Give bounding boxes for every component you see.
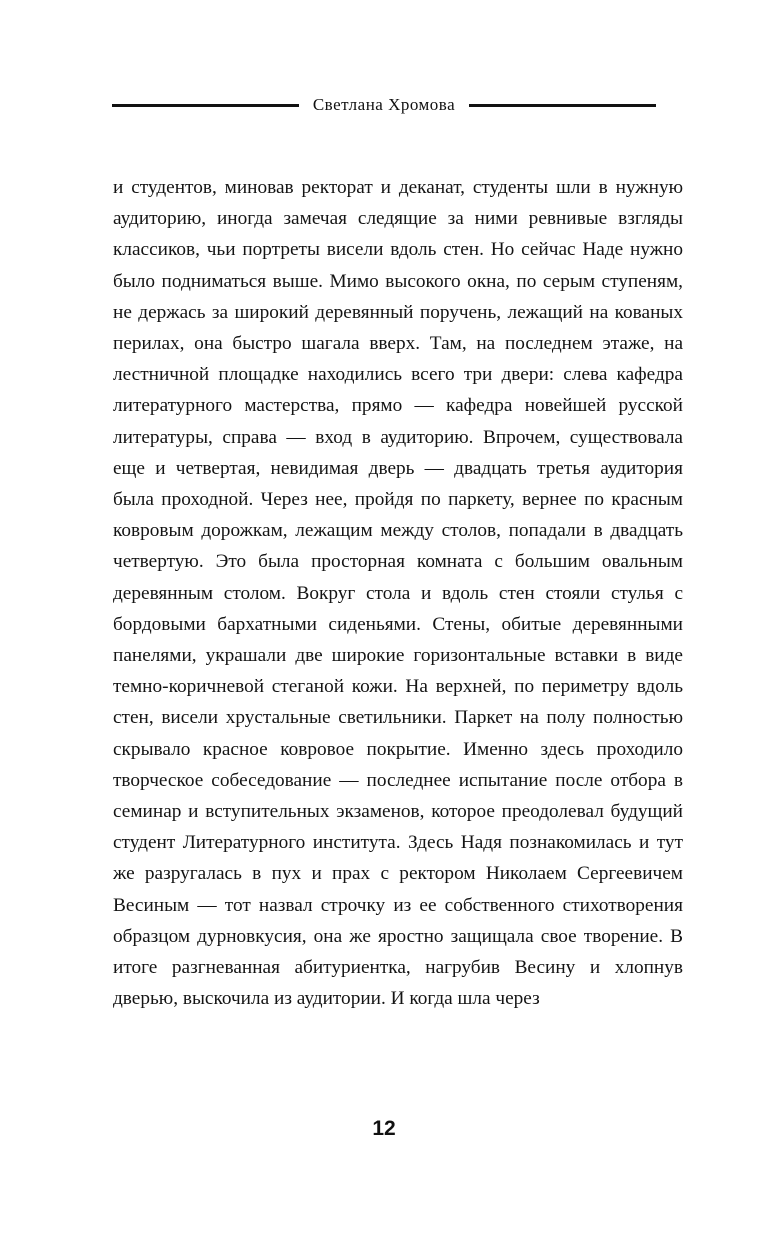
running-head-author: Светлана Хромова xyxy=(312,95,456,114)
body-paragraph: и студентов, миновав ректорат и деканат, студенты шли в нужную аудиторию, иногда замечая следящие за ними ревнивые взгляды классиков, чьи портреты висели вдоль стен. Но сейчас Наде нужно было подниматься выше. Мимо высокого окна, по серым ступеням, не держась за широкий деревянный поручень, лежащий на кованых перилах, она быстро шагала вверх. Там, на последнем этаже, на лестничной площадке находились всего три двери: слева кафедра литературного мастерства, прямо — кафедра новейшей русской литературы, справа — вход в аудиторию. Впрочем, существовала еще и четвертая, невидимая дверь — двадцать третья аудитория была проходной. Через нее, пройдя по паркету, вернее по красным ковровым дорожкам, лежащим между столов, попадали в двадцать четвертую. Это была просторная комната с большим овальным деревянным столом. Вокруг стола и вдоль стен стояли стулья с бордовыми бархатными сиденьями. Стены, обитые деревянными панелями, украшали две широкие горизонтальные вставки в виде темно-коричневой стеганой кожи. На верхней, по периметру вдоль стен, висели хрустальные светильники. Паркет на полу полностью скрывало красное ковровое покрытие. Именно здесь проходило творческое собеседование — последнее испытание после отбора в семинар и вступительных экзаменов, которое преодолевал будущий студент Литературного института. Здесь Надя познакомилась и тут же разругалась в пух и прах с ректором Николаем Сергеевичем Весиным — тот назвал строчку из ее собственного стихотворения образцом дурновкусия, она же яростно защищала свое творение. В итоге разгневанная абитуриентка, нагрубив Весину и хлопнув дверью, выскочила из аудитории. И когда шла через xyxy=(113,177,683,1010)
running-head-rule-right xyxy=(469,104,656,107)
page-body-text xyxy=(113,172,683,1014)
page-number: 12 xyxy=(372,1117,396,1140)
running-head xyxy=(112,92,656,118)
running-head-rule-left xyxy=(112,104,299,107)
